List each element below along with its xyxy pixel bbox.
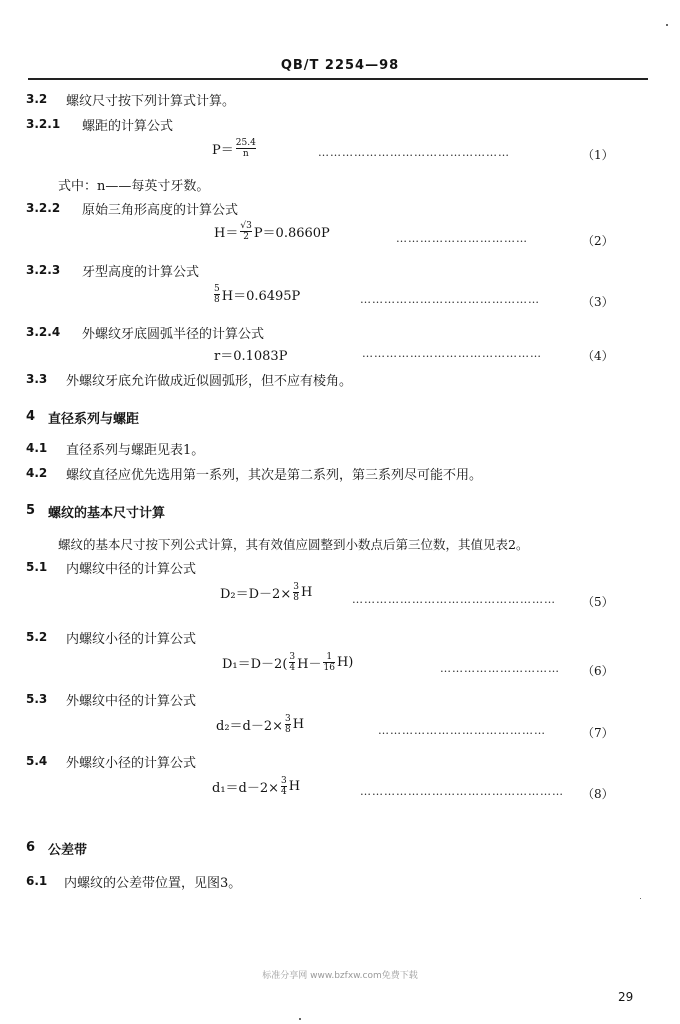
leader-dots: ……………………………………… xyxy=(362,347,542,360)
frac-num: √3 xyxy=(240,221,252,231)
frac-den: 16 xyxy=(323,663,335,673)
leader-dots: ………………………………………… xyxy=(318,146,510,159)
equation-7 xyxy=(216,714,304,735)
section-title: 螺纹的基本尺寸计算 xyxy=(48,506,166,521)
clause-text: 直径系列与螺距见表1。 xyxy=(66,443,205,458)
eq-lhs: d₂＝d－2× xyxy=(216,719,284,734)
header-rule xyxy=(28,78,648,80)
clause-number: 5.1 xyxy=(26,560,48,574)
clause-number: 3.2 xyxy=(26,92,48,106)
clause-number: 3.2.1 xyxy=(26,117,61,131)
equation-number: （4） xyxy=(582,349,614,363)
equation-8 xyxy=(212,776,300,797)
eq-rhs: H xyxy=(288,779,301,794)
frac-num: 5 xyxy=(214,284,220,294)
frac-den: n xyxy=(242,149,249,159)
clause-number: 4.2 xyxy=(26,466,48,480)
clause-number: 3.3 xyxy=(26,372,48,386)
section-intro: 螺纹的基本尺寸按下列公式计算，其有效值应圆整到小数点后第三位数，其值见表2。 xyxy=(58,537,529,552)
equation-5 xyxy=(220,582,312,603)
clause-text: 螺距的计算公式 xyxy=(82,119,174,134)
clause-text: 内螺纹小径的计算公式 xyxy=(66,632,197,647)
equation-4: r＝0.1083P xyxy=(214,349,288,364)
clause-text: 外螺纹牙底圆弧半径的计算公式 xyxy=(82,327,265,342)
where-line: 式中：n——每英寸牙数。 xyxy=(58,179,210,194)
clause-number: 3.2.2 xyxy=(26,201,61,215)
section-title: 公差带 xyxy=(48,843,88,858)
eq-lhs: D₁＝D－2( xyxy=(222,657,288,672)
equation-1 xyxy=(212,138,258,159)
equation-number: （2） xyxy=(582,234,614,248)
fraction xyxy=(240,221,251,242)
frac-den: 2 xyxy=(243,232,249,242)
clause-text: 外螺纹牙底允许做成近似圆弧形，但不应有棱角。 xyxy=(66,374,353,389)
frac-den: 8 xyxy=(293,593,299,603)
leader-dots: ……………………………………… xyxy=(360,293,540,306)
fraction xyxy=(236,138,256,159)
eq-rhs: H xyxy=(300,585,313,600)
equation-number: （5） xyxy=(582,595,614,609)
frac-den: 4 xyxy=(289,663,296,673)
fraction xyxy=(289,652,295,673)
clause-text: 内螺纹的公差带位置，见图3。 xyxy=(64,876,242,891)
clause-number: 5.3 xyxy=(26,692,48,706)
section-number: 6 xyxy=(26,840,36,855)
eq-lhs: D₂＝D－2× xyxy=(220,587,292,602)
clause-number: 3.2.3 xyxy=(26,263,61,277)
clause-number: 6.1 xyxy=(26,874,48,888)
equation-number: （8） xyxy=(582,787,614,801)
eq-lhs: P＝ xyxy=(212,143,234,158)
watermark: 标准分享网 www.bzfxw.com免费下载 xyxy=(262,971,418,981)
scan-speck xyxy=(666,24,668,26)
fraction xyxy=(293,582,299,603)
frac-num: 1 xyxy=(326,652,333,662)
clause-text: 外螺纹小径的计算公式 xyxy=(66,756,197,771)
equation-number: （3） xyxy=(582,295,614,309)
frac-num: 3 xyxy=(293,582,299,592)
frac-den: 8 xyxy=(285,725,291,735)
clause-number: 3.2.4 xyxy=(26,325,61,339)
leader-dots: …………………………………… xyxy=(378,724,546,737)
fraction xyxy=(281,776,287,797)
leader-dots: ………………………… xyxy=(440,662,560,675)
clause-text: 牙型高度的计算公式 xyxy=(82,265,200,280)
frac-den: 4 xyxy=(281,787,287,797)
leader-dots: …………………………… xyxy=(396,232,528,245)
clause-text: 原始三角形高度的计算公式 xyxy=(82,203,239,218)
fraction xyxy=(214,284,220,305)
clause-text: 外螺纹中径的计算公式 xyxy=(66,694,197,709)
eq-rhs: P＝0.8660P xyxy=(253,226,330,241)
clause-text: 螺纹直径应优先选用第一系列，其次是第二系列，第三系列尽可能不用。 xyxy=(66,468,483,483)
clause-text: 螺纹尺寸按下列计算式计算。 xyxy=(66,94,236,109)
frac-num: 3 xyxy=(285,714,291,724)
section-number: 5 xyxy=(26,503,36,518)
document-header: QB/T 2254—98 xyxy=(280,58,400,73)
section-number: 4 xyxy=(26,409,36,424)
fraction xyxy=(323,652,334,673)
scan-speck xyxy=(640,898,641,899)
eq-rhs: H＝0.6495P xyxy=(221,289,301,304)
frac-num: 25.4 xyxy=(235,138,256,148)
leader-dots: …………………………………………… xyxy=(360,785,564,798)
equation-number: （1） xyxy=(582,148,614,162)
equation-number: （6） xyxy=(582,664,614,678)
equation-number: （7） xyxy=(582,726,614,740)
frac-num: 3 xyxy=(289,652,296,662)
eq-rhs: H xyxy=(292,717,305,732)
fraction xyxy=(285,714,291,735)
equation-3 xyxy=(212,284,300,305)
section-title: 直径系列与螺距 xyxy=(48,412,140,427)
eq-rhs: H) xyxy=(336,655,354,670)
clause-number: 5.2 xyxy=(26,630,48,644)
equation-6 xyxy=(222,652,353,673)
frac-den: 8 xyxy=(214,295,220,305)
scan-speck xyxy=(299,1018,301,1020)
clause-number: 4.1 xyxy=(26,441,48,455)
frac-num: 3 xyxy=(281,776,287,786)
clause-number: 5.4 xyxy=(26,754,48,768)
page-number: 29 xyxy=(618,990,634,1004)
leader-dots: …………………………………………… xyxy=(352,593,556,606)
eq-lhs: H＝ xyxy=(214,226,239,241)
equation-2 xyxy=(214,221,330,242)
eq-mid: H－ xyxy=(297,657,322,672)
eq-lhs: d₁＝d－2× xyxy=(212,781,280,796)
clause-text: 内螺纹中径的计算公式 xyxy=(66,562,197,577)
